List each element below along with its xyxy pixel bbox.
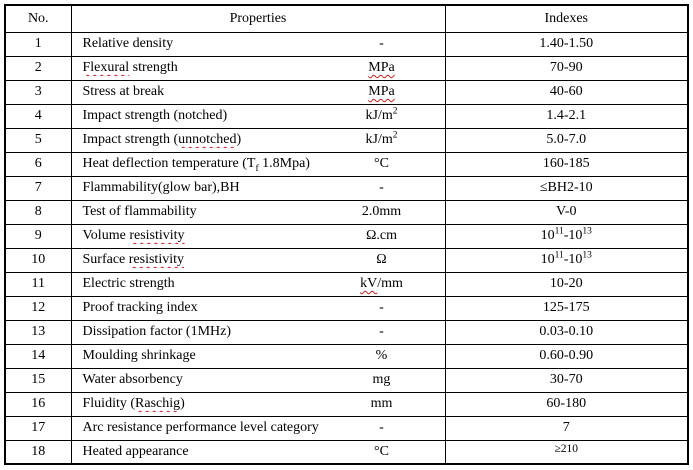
property-name	[72, 108, 319, 124]
property-unit	[319, 420, 445, 436]
text-segment: MPa	[368, 60, 395, 75]
text-segment: Surface	[82, 252, 129, 267]
text-segment: 0.60-0.90	[539, 348, 594, 363]
table-body	[5, 32, 688, 464]
index-text	[550, 276, 583, 291]
header-properties: Properties	[71, 5, 445, 32]
text-segment: Water absorbency	[82, 372, 183, 387]
text-segment: 2	[392, 130, 398, 141]
index-text	[539, 348, 593, 363]
index-text	[543, 156, 590, 171]
property-cell	[71, 248, 445, 272]
property-cell	[71, 104, 445, 128]
index-value	[445, 152, 688, 176]
text-segment: Ω	[376, 252, 387, 267]
index-value	[445, 320, 688, 344]
text-segment: f	[255, 163, 259, 172]
index-text	[556, 204, 577, 219]
text-segment: kJ/m	[365, 108, 393, 123]
property-unit	[319, 84, 445, 100]
row-number: 17	[5, 416, 71, 440]
text-segment: resistivity	[129, 228, 185, 243]
property-name	[72, 372, 319, 388]
text-segment: 10	[540, 252, 555, 267]
property-name	[72, 444, 319, 460]
index-value	[445, 392, 688, 416]
table-row	[5, 344, 688, 368]
property-flex	[72, 36, 445, 52]
text-segment: kV	[360, 276, 378, 291]
text-segment: -	[379, 420, 384, 435]
property-name	[72, 60, 319, 76]
text-segment: mm	[370, 396, 393, 411]
property-name	[72, 396, 319, 412]
property-name	[72, 348, 319, 364]
text-segment: V-0	[556, 204, 577, 219]
text-segment: 1.40-1.50	[539, 36, 594, 51]
property-cell	[71, 224, 445, 248]
text-segment: 1.4-2.1	[546, 108, 587, 123]
property-cell	[71, 176, 445, 200]
property-flex	[72, 180, 445, 196]
text-segment: Heat deflection temperature (T	[82, 156, 256, 171]
property-name	[72, 204, 319, 220]
index-text	[550, 84, 583, 99]
property-flex	[72, 324, 445, 340]
index-value	[445, 344, 688, 368]
property-unit	[319, 156, 445, 172]
table-row	[5, 368, 688, 392]
row-number: 2	[5, 56, 71, 80]
index-value	[445, 248, 688, 272]
index-text	[541, 252, 592, 267]
property-unit	[319, 372, 445, 388]
table-row	[5, 392, 688, 416]
property-name	[72, 228, 319, 244]
row-number: 14	[5, 344, 71, 368]
text-segment: Heated appearance	[82, 443, 189, 459]
text-segment: strength	[129, 60, 178, 75]
index-value	[445, 296, 688, 320]
row-number: 12	[5, 296, 71, 320]
table-row	[5, 176, 688, 200]
property-unit	[319, 348, 445, 364]
row-number: 6	[5, 152, 71, 176]
index-value	[445, 128, 688, 152]
index-text	[546, 396, 586, 411]
table-row	[5, 248, 688, 272]
property-unit	[319, 444, 445, 460]
text-segment: -	[379, 180, 384, 195]
property-unit	[319, 108, 445, 124]
index-value	[445, 440, 688, 464]
text-segment: -	[379, 300, 384, 315]
property-flex	[72, 252, 445, 268]
index-value	[445, 368, 688, 392]
text-segment: -10	[563, 228, 583, 243]
text-segment: °C	[374, 443, 389, 459]
property-flex	[72, 300, 445, 316]
table-row	[5, 152, 688, 176]
text-segment: 70-90	[549, 60, 583, 75]
property-unit	[319, 60, 445, 76]
property-name	[72, 132, 319, 148]
property-cell	[71, 416, 445, 440]
text-segment: 7	[562, 420, 570, 435]
property-cell	[71, 56, 445, 80]
text-segment: 2	[392, 106, 398, 117]
text-segment: Impact strength (notched)	[82, 108, 228, 123]
property-flex	[72, 420, 445, 436]
index-value	[445, 104, 688, 128]
property-flex	[72, 84, 445, 100]
index-value	[445, 80, 688, 104]
text-segment: Arc resistance performance level category	[82, 420, 319, 435]
property-cell	[71, 320, 445, 344]
text-segment: Stress at break	[82, 84, 165, 99]
property-name	[72, 84, 319, 100]
row-number: 3	[5, 80, 71, 104]
property-flex	[72, 132, 445, 148]
index-text	[550, 60, 583, 75]
index-value	[445, 56, 688, 80]
property-cell	[71, 80, 445, 104]
header-indexes: Indexes	[445, 5, 688, 32]
text-segment: resistivity	[128, 252, 184, 267]
index-text	[546, 132, 586, 147]
text-segment: 0.03-0.10	[539, 324, 594, 339]
table-row	[5, 224, 688, 248]
table-row	[5, 320, 688, 344]
index-text	[539, 324, 593, 339]
text-segment: 1.8Mpa)	[258, 156, 310, 171]
property-cell	[71, 296, 445, 320]
property-name	[72, 36, 319, 52]
index-text	[541, 228, 592, 243]
table-row	[5, 104, 688, 128]
text-segment: 160-185	[542, 156, 590, 171]
text-segment: Dissipation factor (1MHz)	[82, 324, 232, 339]
text-segment: Flexural	[82, 60, 130, 75]
text-segment: kJ/m	[365, 132, 393, 147]
table-row	[5, 200, 688, 224]
text-segment: 60-180	[546, 396, 587, 411]
property-name	[72, 300, 319, 316]
property-cell	[71, 272, 445, 296]
row-number: 4	[5, 104, 71, 128]
row-number: 11	[5, 272, 71, 296]
index-text	[550, 372, 583, 387]
property-name	[72, 156, 319, 172]
text-segment: 40-60	[549, 84, 583, 99]
row-number: 10	[5, 248, 71, 272]
property-unit	[319, 228, 445, 244]
table-row	[5, 32, 688, 56]
text-segment: -	[379, 324, 384, 339]
text-segment: -10	[563, 252, 583, 267]
table-row	[5, 440, 688, 464]
property-cell	[71, 344, 445, 368]
index-value	[445, 416, 688, 440]
text-segment: /mm	[377, 276, 403, 291]
index-text	[543, 300, 590, 315]
properties-table	[4, 4, 689, 465]
property-name	[72, 276, 319, 292]
text-segment: 13	[582, 226, 592, 237]
text-segment: 30-70	[549, 372, 583, 387]
text-segment: Fluidity (	[82, 396, 136, 411]
text-segment: Electric strength	[82, 276, 175, 291]
property-unit	[319, 324, 445, 340]
property-name	[72, 252, 319, 268]
table-row	[5, 80, 688, 104]
property-name	[72, 324, 319, 340]
property-name	[72, 420, 319, 436]
text-segment: Relative density	[82, 36, 174, 51]
text-segment: Proof tracking index	[82, 300, 198, 315]
table-row	[5, 128, 688, 152]
text-segment: %	[375, 348, 388, 363]
property-unit	[319, 180, 445, 196]
index-value	[445, 272, 688, 296]
text-segment: 13	[582, 250, 592, 261]
property-unit	[319, 300, 445, 316]
text-segment: 10-20	[549, 276, 583, 291]
row-number: 16	[5, 392, 71, 416]
table-row	[5, 296, 688, 320]
property-flex	[72, 396, 445, 412]
property-flex	[72, 444, 445, 460]
text-segment: -	[379, 36, 384, 51]
row-number: 5	[5, 128, 71, 152]
index-text	[554, 441, 578, 456]
text-segment: Test of flammability	[82, 204, 197, 219]
property-cell	[71, 152, 445, 176]
property-unit	[319, 252, 445, 268]
property-flex	[72, 348, 445, 364]
table-row	[5, 416, 688, 440]
property-cell	[71, 200, 445, 224]
text-segment: Raschig	[135, 396, 181, 411]
property-flex	[72, 204, 445, 220]
index-text	[539, 36, 593, 51]
index-value	[445, 200, 688, 224]
row-number: 8	[5, 200, 71, 224]
table-row	[5, 56, 688, 80]
index-value	[445, 224, 688, 248]
property-cell	[71, 32, 445, 56]
text-segment: ≤BH2-10	[539, 180, 593, 195]
property-unit	[319, 396, 445, 412]
property-unit	[319, 276, 445, 292]
text-segment: MPa	[368, 84, 395, 99]
property-flex	[72, 276, 445, 292]
index-value	[445, 32, 688, 56]
text-segment: 10	[540, 228, 555, 243]
text-segment: 5.0-7.0	[546, 132, 587, 147]
text-segment: )	[236, 132, 242, 147]
index-text	[540, 180, 593, 195]
text-segment: Ω.cm	[365, 228, 397, 243]
index-text	[546, 108, 586, 123]
text-segment: 125-175	[542, 300, 590, 315]
row-number: 1	[5, 32, 71, 56]
row-number: 18	[5, 440, 71, 464]
text-segment: Impact strength (	[82, 132, 179, 147]
text-segment: °C	[374, 156, 389, 171]
text-segment: Volume	[82, 228, 130, 243]
text-segment: 11	[554, 226, 564, 237]
index-text	[563, 420, 570, 435]
text-segment: )	[180, 396, 185, 411]
text-segment: ≥210	[554, 442, 579, 455]
index-value	[445, 176, 688, 200]
property-unit	[319, 132, 445, 148]
row-number: 15	[5, 368, 71, 392]
header-no: No.	[5, 5, 71, 32]
row-number: 7	[5, 176, 71, 200]
table-row	[5, 272, 688, 296]
text-segment: Moulding shrinkage	[82, 348, 196, 363]
property-name	[72, 180, 319, 196]
property-unit	[319, 204, 445, 220]
row-number: 13	[5, 320, 71, 344]
text-segment: 2.0mm	[361, 204, 402, 219]
property-flex	[72, 372, 445, 388]
property-flex	[72, 156, 445, 172]
header-row	[5, 5, 688, 32]
property-cell	[71, 128, 445, 152]
property-flex	[72, 228, 445, 244]
property-flex	[72, 60, 445, 76]
row-number: 9	[5, 224, 71, 248]
text-segment: mg	[372, 372, 391, 387]
property-cell	[71, 392, 445, 416]
text-segment: 11	[554, 250, 564, 261]
text-segment: unnotched	[178, 132, 237, 147]
property-cell	[71, 368, 445, 392]
property-flex	[72, 108, 445, 124]
property-unit	[319, 36, 445, 52]
property-cell	[71, 440, 445, 464]
text-segment: Flammability(glow bar),BH	[82, 180, 240, 195]
